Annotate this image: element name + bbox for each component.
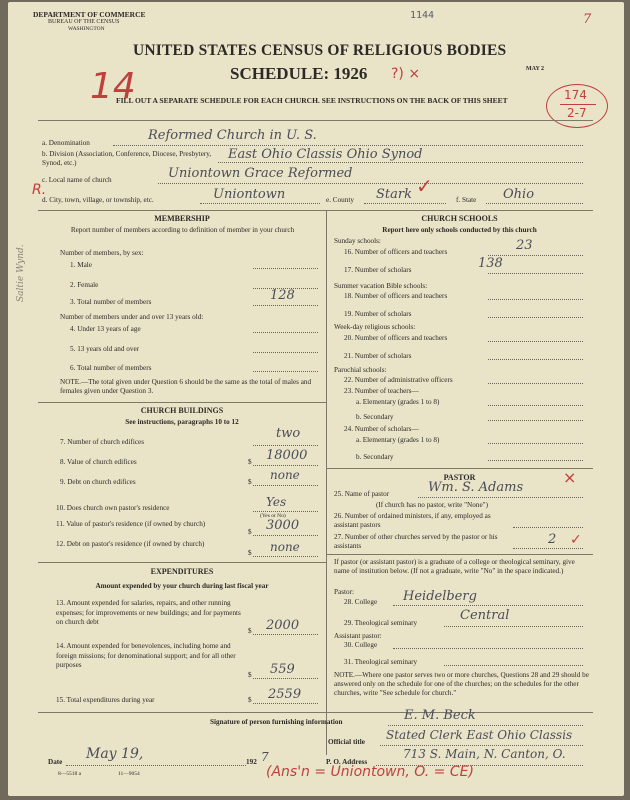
bureau-heading: BUREAU OF THE CENSUS bbox=[48, 19, 120, 25]
stamp-number: 1144 bbox=[410, 10, 435, 21]
red-bottom-note: (Ans'n = Uniontown, O. = CE) bbox=[266, 764, 474, 780]
dept-heading: DEPARTMENT OF COMMERCE bbox=[33, 10, 146, 19]
schools-title: CHURCH SCHOOLS bbox=[421, 214, 498, 223]
q21-label: 21. Number of scholars bbox=[344, 352, 412, 360]
denomination-value: Reformed Church in U. S. bbox=[148, 128, 317, 143]
q7-value: two bbox=[276, 426, 301, 441]
signature-label: Signature of person furnishing information bbox=[210, 718, 343, 726]
q27-value: 2 bbox=[548, 532, 557, 547]
buildings-title: CHURCH BUILDINGS bbox=[140, 406, 224, 415]
q28-value: Heidelberg bbox=[403, 589, 477, 604]
census-form: DEPARTMENT OF COMMERCE BUREAU OF THE CENSUS WASHINGTON 1144 7 UNITED STATES CENSUS OF RELIGIOUS BODIES SCHEDULE: 1926 ?) × MAY 2 14 FILL OUT A SEPARATE SCHEDULE FOR EACH CHURCH. SEE INSTRUCTIONS ON THE BACK OF THIS SHEET 174 2-7 a. Denomination Reformed Church in U. S. b. Division (Association, Conference, Diocese, Presbytery, Synod, etc.) East Ohio Classis Ohio Synod R. c. Local name of church Uniontown Grace Reformed d. City, town, village, or township, etc. Uniontown e. County Stark ✓ f. State Ohio Saltie Wynd. MEMBERSHIP Report number of members according to definition of member in your church Number of members, by sex: 1. Male 2. Female 3. Total number of members 128 Number of members under and over 13 years old: 4. Under 13 years of age 5. 13 years old and over 6. Total number of members NOTE.—The total given under Question 6 should be the same as the total of males and females given under Question 3. CHURCH BUILDINGS See instructions, paragraphs 10 to 12 7. Number of church edifices two 8. Value of church edifices $ 18000 9. Debt on church edifices $ none 10. Does church own pastor's residence Yes (Yes or No) 11. Value of pastor's residence (if owned by church) $ 3000 12. Debt on pastor's residence (if owned by church) $ none EXPENDITURES Amount expended by your church during last fiscal year 13. Amount expended for salaries, repairs, and other running expenses; for improvements or new buildings; and for payments on church debt $ 2000 14. Amount expended for benevolences, including home and foreign missions; for denominational support; and for all other purposes $ 559 15. Total expenditures during year $ 2559 CHURCH SCHOOLS Report here only schools conducted by this church Sunday schools: 16. Number of officers and teachers 23 17. Number of scholars 138 Summer vacation Bible schools: 18. Number of officers and teachers 19. Number of scholars Week-day religious schools: 20. Number of officers and teachers 21. Number of scholars Parochial schools: 22. Number of administrative officers 23. Number of teachers— a. Elementary (grades 1 to 8) b. Secondary 24. Number of scholars— a. Elementary (grades 1 to 8) b. Secondary PASTOR × 25. Name of pastor Wm. S. Adams (If church has no pastor, write "None") 26. Number of ordained ministers, if any, employed as assistant pastors 27. Number of other churches served by the pastor or his assistants 2 ✓ If pastor (or assistant pastor) is a graduate of a college or theological seminary, give name of institution below. (If not a graduate, write "No" in the space indicated.) Pastor: 28. College Heidelberg 29. Theological seminary Central Assistant pastor: 30. College 31. Theological seminary NOTE.—Where one pastor serves two or more churches, Questions 28 and 29 should be answered only on the schedule for one of the churches; on the schedules for the other churches, write "See schedule for church." Signature of person furnishing information E. M. Beck Official title Stated Clerk East Ohio Classis Date May 19, 192 7 P. O. Address 713 S. Main, N. Canton, O. 8—5518 a 11—9054 (Ans'n = Uniontown, O. = CE) bbox=[8, 2, 624, 796]
q18-label: 18. Number of officers and teachers bbox=[344, 292, 448, 300]
q23-label: 23. Number of teachers— bbox=[344, 387, 419, 395]
q25-value: Wm. S. Adams bbox=[428, 480, 524, 495]
by-sex-label: Number of members, by sex: bbox=[60, 249, 144, 257]
red-county-check: ✓ bbox=[416, 174, 433, 198]
buildings-subtitle: See instructions, paragraphs 10 to 12 bbox=[125, 418, 239, 426]
q14-label: 14. Amount expended for benevolences, including home and foreign missions; for denominational support; and for all other purposes bbox=[56, 642, 236, 669]
q30-label: 30. College bbox=[344, 641, 378, 649]
q23a-label: a. Elementary (grades 1 to 8) bbox=[356, 398, 440, 406]
state-label: f. State bbox=[456, 196, 477, 204]
po-address-value: 713 S. Main, N. Canton, O. bbox=[403, 747, 566, 761]
red-pastor-x: × bbox=[563, 468, 577, 487]
q29-value: Central bbox=[460, 608, 510, 623]
q15-label: 15. Total expenditures during year bbox=[56, 696, 155, 704]
q31-label: 31. Theological seminary bbox=[344, 658, 418, 666]
red-churches-check: ✓ bbox=[570, 532, 582, 548]
division-value: East Ohio Classis Ohio Synod bbox=[228, 147, 423, 162]
state-value: Ohio bbox=[503, 187, 535, 202]
q15-value: 2559 bbox=[268, 687, 302, 702]
denomination-label: a. Denomination bbox=[42, 139, 90, 147]
pastor-subhead: Pastor: bbox=[334, 588, 354, 596]
schedule-title: SCHEDULE: 1926 bbox=[230, 64, 368, 83]
q9-label: 9. Debt on church edifices bbox=[60, 478, 136, 486]
official-title-label: Official title bbox=[328, 738, 365, 746]
summer-label: Summer vacation Bible schools: bbox=[334, 282, 428, 290]
q13-value: 2000 bbox=[266, 618, 300, 633]
q11-label: 11. Value of pastor's residence (if owned by church) bbox=[56, 520, 206, 528]
form-title: UNITED STATES CENSUS OF RELIGIOUS BODIES bbox=[133, 42, 507, 59]
red-r-mark: R. bbox=[32, 182, 47, 198]
red-circle-top: 174 bbox=[564, 88, 587, 102]
q24b-label: b. Secondary bbox=[356, 453, 394, 461]
membership-intro: Report number of members according to definition of member in your church bbox=[70, 226, 295, 234]
q25-hint: (If church has no pastor, write "None") bbox=[376, 501, 488, 509]
corner-mark: 7 bbox=[583, 12, 592, 27]
asst-subhead: Assistant pastor: bbox=[334, 632, 382, 640]
year-label: 192 bbox=[246, 758, 257, 766]
form-number: 8—5518 a bbox=[58, 771, 82, 777]
q16-value: 23 bbox=[516, 238, 533, 253]
q8-label: 8. Value of church edifices bbox=[60, 458, 137, 466]
instruction-line: FILL OUT A SEPARATE SCHEDULE FOR EACH CHURCH. SEE INSTRUCTIONS ON THE BACK OF THIS SHEET bbox=[116, 96, 508, 105]
q17-value: 138 bbox=[478, 256, 503, 271]
membership-note: NOTE.—The total given under Question 6 should be the same as the total of males and females given under Question 3. bbox=[60, 378, 312, 395]
q6-label: 6. Total number of members bbox=[70, 364, 152, 372]
q4-label: 4. Under 13 years of age bbox=[70, 325, 141, 333]
local-name-label: c. Local name of church bbox=[42, 176, 112, 184]
red-circle-bottom: 2-7 bbox=[567, 106, 587, 120]
official-title-value: Stated Clerk East Ohio Classis bbox=[386, 728, 573, 742]
pastor-note: NOTE.—Where one pastor serves two or more churches, Questions 28 and 29 should be answered only on the schedule for one of the churches; on the schedules for the other churches, write "See schedule for church." bbox=[334, 671, 589, 697]
graduate-note: If pastor (or assistant pastor) is a graduate of a college or theological seminary, give name of institution below. (If not a graduate, write "No" in the space indicated.) bbox=[334, 558, 575, 575]
expenditures-subtitle: Amount expended by your church during last fiscal year bbox=[95, 582, 269, 590]
expenditures-title: EXPENDITURES bbox=[150, 567, 214, 576]
q24a-label: a. Elementary (grades 1 to 8) bbox=[356, 436, 440, 444]
q10-label: 10. Does church own pastor's residence bbox=[56, 504, 170, 512]
q20-label: 20. Number of officers and teachers bbox=[344, 334, 448, 342]
date-value: May 19, bbox=[86, 746, 144, 762]
q5-label: 5. 13 years old and over bbox=[70, 345, 140, 353]
q11-value: 3000 bbox=[266, 518, 300, 533]
q1-label: 1. Male bbox=[70, 261, 92, 269]
q19-label: 19. Number of scholars bbox=[344, 310, 412, 318]
q9-value: none bbox=[270, 468, 300, 482]
q3-value: 128 bbox=[270, 288, 295, 303]
q25-label: 25. Name of pastor bbox=[334, 490, 390, 498]
pastor-title: PASTOR bbox=[443, 473, 476, 482]
po-address-label: P. O. Address bbox=[326, 758, 368, 766]
q10-hint: (Yes or No) bbox=[260, 513, 286, 519]
q12-label: 12. Debt on pastor's residence (if owned by church) bbox=[56, 540, 205, 548]
weekday-label: Week-day religious schools: bbox=[334, 323, 416, 331]
red-big-number: 14 bbox=[90, 66, 136, 107]
q16-label: 16. Number of officers and teachers bbox=[344, 248, 448, 256]
q8-value: 18000 bbox=[266, 448, 308, 463]
city-label: d. City, town, village, or township, etc. bbox=[42, 196, 154, 204]
q28-label: 28. College bbox=[344, 598, 378, 606]
q29-label: 29. Theological seminary bbox=[344, 619, 418, 627]
q10-value: Yes bbox=[266, 495, 287, 509]
q17-label: 17. Number of scholars bbox=[344, 266, 412, 274]
q14-value: 559 bbox=[270, 662, 295, 677]
form-number-2: 11—9054 bbox=[118, 771, 140, 777]
sunday-label: Sunday schools: bbox=[334, 237, 381, 245]
margin-note: Saltie Wynd. bbox=[16, 244, 26, 302]
q7-label: 7. Number of church edifices bbox=[60, 438, 145, 446]
schools-intro: Report here only schools conducted by this church bbox=[382, 226, 537, 234]
year-value: 7 bbox=[261, 750, 269, 764]
under-over-label: Number of members under and over 13 years old: bbox=[60, 313, 204, 321]
q22-label: 22. Number of administrative officers bbox=[344, 376, 453, 384]
schedule-question-mark: ?) × bbox=[391, 66, 421, 82]
city-value: Uniontown bbox=[213, 187, 286, 202]
q26-label: 26. Number of ordained ministers, if any, employed as assistant pastors bbox=[334, 512, 491, 529]
stamp-date: MAY 2 bbox=[526, 66, 545, 72]
parochial-label: Parochial schools: bbox=[334, 366, 387, 374]
date-label: Date bbox=[48, 758, 63, 766]
membership-title: MEMBERSHIP bbox=[154, 214, 210, 223]
q13-label: 13. Amount expended for salaries, repairs, and other running expenses; for improvements or new buildings; and for payments on church debt bbox=[56, 599, 241, 626]
q27-label: 27. Number of other churches served by the pastor or his assistants bbox=[334, 533, 498, 550]
city-heading: WASHINGTON bbox=[68, 26, 105, 32]
division-label: b. Division (Association, Conference, Diocese, Presbytery, Synod, etc.) bbox=[42, 150, 212, 167]
county-value: Stark bbox=[376, 187, 412, 202]
q24-label: 24. Number of scholars— bbox=[344, 425, 419, 433]
signature-value: E. M. Beck bbox=[404, 708, 476, 723]
q12-value: none bbox=[270, 540, 300, 554]
q2-label: 2. Female bbox=[70, 281, 99, 289]
county-label: e. County bbox=[326, 196, 354, 204]
q3-label: 3. Total number of members bbox=[70, 298, 152, 306]
local-name-value: Uniontown Grace Reformed bbox=[168, 166, 353, 181]
q23b-label: b. Secondary bbox=[356, 413, 394, 421]
